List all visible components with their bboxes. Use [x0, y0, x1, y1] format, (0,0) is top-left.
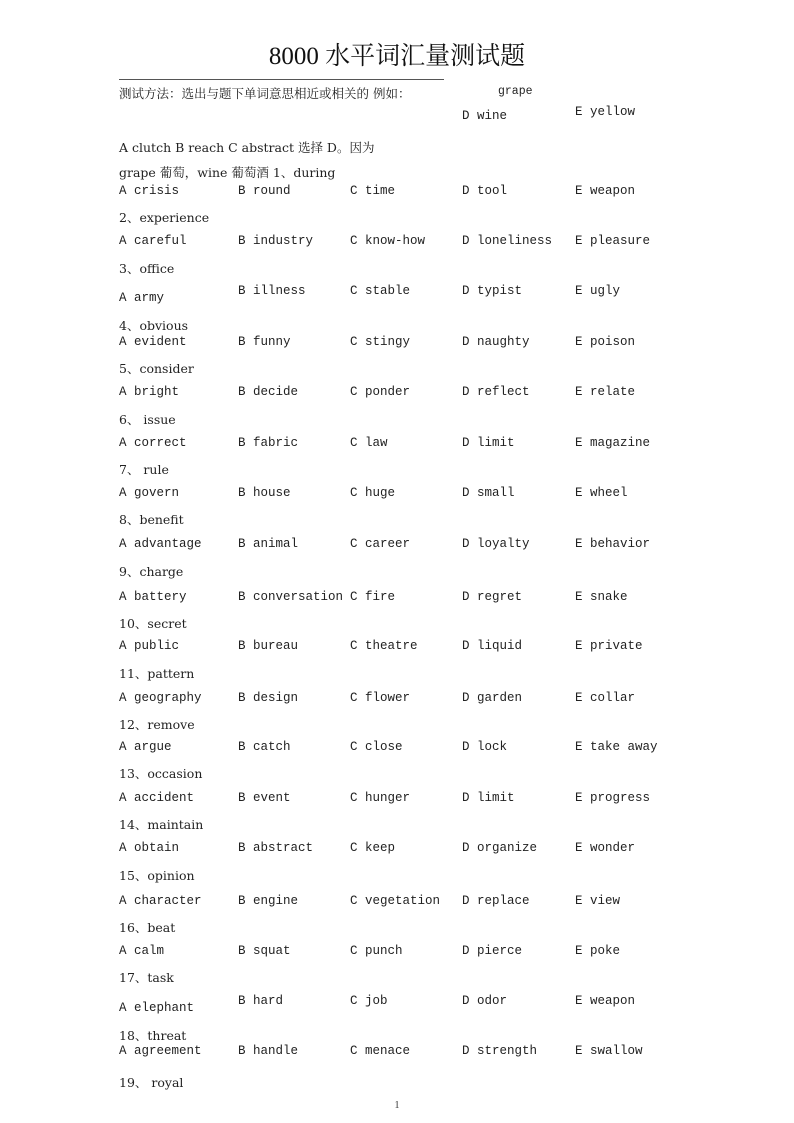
question-word: 6、 issue: [119, 412, 176, 427]
question-word: 10、secret: [119, 616, 187, 631]
option-a: A bright: [119, 385, 180, 399]
option-a: A correct: [119, 436, 187, 450]
option-c: C hunger: [350, 791, 411, 805]
option-c: C flower: [350, 691, 411, 705]
option-b: B animal: [238, 537, 299, 551]
option-e: E weapon: [575, 994, 636, 1008]
option-c: C job: [350, 994, 388, 1008]
question-word: 8、benefit: [119, 512, 184, 527]
test-method-instructions: 测试方法：选出与题下单词意思相近或相关的 例如：: [119, 86, 411, 101]
option-d: D limit: [462, 436, 515, 450]
option-b: B squat: [238, 944, 291, 958]
question-word: 19、 royal: [119, 1075, 184, 1090]
option-e: E private: [575, 639, 643, 653]
option-c: C close: [350, 740, 403, 754]
option-a: A evident: [119, 335, 187, 349]
option-c: C career: [350, 537, 411, 551]
option-a: A advantage: [119, 537, 202, 551]
option-d: D organize: [462, 841, 538, 855]
option-b: B round: [238, 184, 291, 198]
option-b: B design: [238, 691, 299, 705]
question-word: 16、beat: [119, 920, 176, 935]
question-word: 14、maintain: [119, 817, 204, 832]
option-c: C know-how: [350, 234, 426, 248]
option-d: D pierce: [462, 944, 523, 958]
option-a: A public: [119, 639, 180, 653]
option-d: D regret: [462, 590, 523, 604]
option-b: B industry: [238, 234, 314, 248]
option-e: E poison: [575, 335, 636, 349]
option-a: A agreement: [119, 1044, 202, 1058]
option-c: C huge: [350, 486, 396, 500]
question-word: 9、charge: [119, 564, 184, 579]
option-a: A character: [119, 894, 202, 908]
option-d: D odor: [462, 994, 508, 1008]
option-d: D tool: [462, 184, 508, 198]
question-word: 5、consider: [119, 361, 194, 376]
option-e: E behavior: [575, 537, 651, 551]
option-b: B house: [238, 486, 291, 500]
option-e: E wonder: [575, 841, 636, 855]
option-e: E ugly: [575, 284, 621, 298]
question-word: 11、pattern: [119, 666, 195, 681]
option-a: A careful: [119, 234, 187, 248]
option-b: B conversation: [238, 590, 344, 604]
option-e: E wheel: [575, 486, 628, 500]
option-d: D loyalty: [462, 537, 530, 551]
question-word: 7、 rule: [119, 462, 169, 477]
example-option-e: E yellow: [575, 105, 636, 119]
title-underline: [119, 79, 444, 80]
option-b: B event: [238, 791, 291, 805]
option-a: A obtain: [119, 841, 180, 855]
option-b: B bureau: [238, 639, 299, 653]
option-d: D replace: [462, 894, 530, 908]
page-title: 8000 水平词汇量测试题: [268, 43, 526, 70]
option-e: E swallow: [575, 1044, 643, 1058]
option-c: C menace: [350, 1044, 411, 1058]
option-d: D strength: [462, 1044, 538, 1058]
option-c: C vegetation: [350, 894, 441, 908]
example-word: grape: [498, 85, 533, 98]
page-number: 1: [394, 1100, 400, 1111]
option-c: C law: [350, 436, 388, 450]
option-d: D typist: [462, 284, 523, 298]
example-explanation: grape 葡萄，wine 葡萄酒 1、during: [119, 165, 336, 180]
option-e: E poke: [575, 944, 621, 958]
option-a: A battery: [119, 590, 187, 604]
option-e: E pleasure: [575, 234, 651, 248]
option-b: B funny: [238, 335, 291, 349]
option-a: A elephant: [119, 1001, 195, 1015]
question-word: 15、opinion: [119, 868, 195, 883]
option-d: D liquid: [462, 639, 523, 653]
option-e: E take away: [575, 740, 658, 754]
option-c: C theatre: [350, 639, 418, 653]
option-b: B fabric: [238, 436, 299, 450]
option-a: A crisis: [119, 184, 180, 198]
example-options-abc: A clutch B reach C abstract 选择 D。因为: [119, 140, 375, 155]
question-word: 12、remove: [119, 717, 195, 732]
option-d: D reflect: [462, 385, 530, 399]
option-e: E relate: [575, 385, 636, 399]
option-b: B handle: [238, 1044, 299, 1058]
question-word: 17、task: [119, 970, 174, 985]
option-d: D small: [462, 486, 515, 500]
option-c: C stable: [350, 284, 411, 298]
option-a: A geography: [119, 691, 202, 705]
option-b: B abstract: [238, 841, 314, 855]
option-e: E progress: [575, 791, 651, 805]
option-a: A calm: [119, 944, 165, 958]
option-e: E weapon: [575, 184, 636, 198]
option-d: D naughty: [462, 335, 530, 349]
option-c: C stingy: [350, 335, 411, 349]
option-c: C punch: [350, 944, 403, 958]
option-c: C time: [350, 184, 396, 198]
question-word: 4、obvious: [119, 318, 189, 333]
option-d: D limit: [462, 791, 515, 805]
option-e: E magazine: [575, 436, 651, 450]
option-d: D lock: [462, 740, 508, 754]
question-word: 13、occasion: [119, 766, 203, 781]
option-d: D garden: [462, 691, 523, 705]
question-word: 18、threat: [119, 1028, 187, 1043]
option-e: E collar: [575, 691, 636, 705]
option-b: B illness: [238, 284, 306, 298]
option-a: A accident: [119, 791, 195, 805]
option-a: A army: [119, 291, 165, 305]
option-b: B hard: [238, 994, 284, 1008]
option-a: A govern: [119, 486, 180, 500]
example-option-d: D wine: [462, 109, 508, 123]
question-word: 2、experience: [119, 210, 210, 225]
option-c: C fire: [350, 590, 396, 604]
option-b: B engine: [238, 894, 299, 908]
option-c: C keep: [350, 841, 396, 855]
option-c: C ponder: [350, 385, 411, 399]
option-a: A argue: [119, 740, 172, 754]
option-d: D loneliness: [462, 234, 553, 248]
option-e: E view: [575, 894, 621, 908]
question-word: 3、office: [119, 261, 175, 276]
option-b: B catch: [238, 740, 291, 754]
option-e: E snake: [575, 590, 628, 604]
option-b: B decide: [238, 385, 299, 399]
